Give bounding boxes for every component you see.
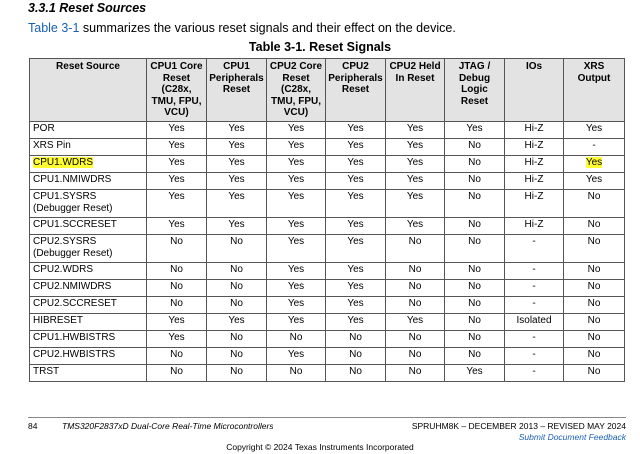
table-cell: Yes (267, 280, 326, 297)
document-title: TMS320F2837xD Dual-Core Real-Time Microcontrollers (62, 421, 274, 431)
table-cell: Hi-Z (505, 122, 564, 139)
table-cell: Yes (207, 190, 267, 218)
table-cell: No (445, 173, 505, 190)
table-cell: Hi-Z (505, 156, 564, 173)
table-cell: No (445, 139, 505, 156)
table-cell: - (505, 348, 564, 365)
table-cell: No (564, 263, 625, 280)
table-cell: No (326, 348, 386, 365)
table-cell: Yes (564, 173, 625, 190)
column-header: CPU1 Peripherals Reset (207, 59, 267, 122)
table-cell: No (147, 263, 207, 280)
table-cell: Yes (207, 156, 267, 173)
table-cell: No (147, 280, 207, 297)
table-cell: Yes (147, 190, 207, 218)
table-cell: No (445, 314, 505, 331)
table-cell: Yes (445, 122, 505, 139)
table-cell: Yes (267, 139, 326, 156)
table-cell: Yes (147, 218, 207, 235)
table-cell: - (505, 263, 564, 280)
table-row (30, 297, 625, 314)
table-cell: - (505, 235, 564, 263)
table-row (30, 173, 625, 190)
table-row (30, 190, 625, 218)
document-id: SPRUHM8K – DECEMBER 2013 – REVISED MAY 2024 (411, 421, 626, 431)
table-cell: No (207, 280, 267, 297)
table-cell: Yes (326, 280, 386, 297)
table-cell: Hi-Z (505, 139, 564, 156)
footer-rule (28, 417, 626, 418)
column-header: Reset Source (30, 59, 147, 122)
table-cell: No (207, 365, 267, 382)
table-cell: Yes (267, 156, 326, 173)
reset-source-cell: CPU1.WDRS (30, 156, 147, 173)
submit-feedback-link[interactable]: Submit Document Feedback (518, 432, 626, 442)
column-header: CPU2 Peripherals Reset (326, 59, 386, 122)
table-cell: Yes (386, 156, 445, 173)
table-row (30, 235, 625, 263)
table-cell: No (445, 190, 505, 218)
reset-source-cell: CPU2.WDRS (30, 263, 147, 280)
table-cell: Yes (386, 314, 445, 331)
table-cell: Hi-Z (505, 218, 564, 235)
table-cell: Yes (445, 365, 505, 382)
reset-source-cell: XRS Pin (30, 139, 147, 156)
table-cell: No (445, 331, 505, 348)
table-row (30, 365, 625, 382)
table-cell: No (564, 314, 625, 331)
table-cell: Yes (386, 139, 445, 156)
table-cell: No (147, 348, 207, 365)
table-cell: Yes (267, 173, 326, 190)
table-cell: Yes (147, 139, 207, 156)
intro-text: summarizes the various reset signals and their effect on the device. (79, 21, 456, 35)
table-cell: No (207, 263, 267, 280)
table-row (30, 263, 625, 280)
table-cell: No (326, 331, 386, 348)
reset-source-cell: CPU2.HWBISTRS (30, 348, 147, 365)
column-header: JTAG / Debug Logic Reset (445, 59, 505, 122)
table-row (30, 314, 625, 331)
table-row (30, 156, 625, 173)
table-caption: Table 3-1. Reset Signals (248, 40, 392, 54)
table-cell: Yes (386, 190, 445, 218)
table-cell: No (564, 297, 625, 314)
table-cell: Yes (564, 122, 625, 139)
table-cell: No (386, 365, 445, 382)
table-cell: Yes (326, 190, 386, 218)
reset-source-cell: CPU1.SYSRS (Debugger Reset) (30, 190, 147, 218)
table-cell: No (147, 365, 207, 382)
table-cell: No (564, 348, 625, 365)
table-link[interactable]: Table 3-1 (28, 21, 80, 35)
table-row (30, 280, 625, 297)
table-cell: No (386, 280, 445, 297)
table-cell: - (505, 297, 564, 314)
table-cell: No (564, 218, 625, 235)
table-cell: Yes (326, 218, 386, 235)
column-header: XRS Output (564, 59, 625, 122)
table-cell: Yes (326, 156, 386, 173)
table-cell: No (564, 365, 625, 382)
reset-source-cell: CPU2.NMIWDRS (30, 280, 147, 297)
table-cell: No (445, 280, 505, 297)
column-header: CPU1 Core Reset (C28x, TMU, FPU, VCU) (147, 59, 207, 122)
column-header: CPU2 Core Reset (C28x, TMU, FPU, VCU) (267, 59, 326, 122)
table-cell: Yes (326, 173, 386, 190)
table-cell: No (147, 235, 207, 263)
table-cell: No (386, 235, 445, 263)
table-cell: No (564, 235, 625, 263)
table-cell: No (207, 235, 267, 263)
table-cell: Yes (386, 173, 445, 190)
page-number: 84 (28, 421, 38, 431)
copyright: Copyright © 2024 Texas Instruments Incorporated (226, 442, 414, 452)
table-cell: Yes (267, 348, 326, 365)
table-cell: Yes (326, 314, 386, 331)
table-row (30, 218, 625, 235)
table-cell: - (505, 331, 564, 348)
table-cell: No (445, 235, 505, 263)
table-cell: Yes (267, 122, 326, 139)
table-cell: No (386, 331, 445, 348)
table-row (30, 139, 625, 156)
table-cell: No (445, 297, 505, 314)
table-cell: No (386, 263, 445, 280)
table-cell: Yes (207, 218, 267, 235)
reset-source-cell: CPU1.NMIWDRS (30, 173, 147, 190)
table-cell: Yes (147, 314, 207, 331)
table-cell: No (147, 297, 207, 314)
table-cell: Yes (267, 235, 326, 263)
table-cell: No (207, 331, 267, 348)
table-cell: No (386, 297, 445, 314)
table-cell: Yes (147, 122, 207, 139)
table-cell: Yes (267, 190, 326, 218)
reset-signals-table (29, 58, 625, 382)
table-cell: No (267, 365, 326, 382)
table-cell: - (564, 139, 625, 156)
table-cell: Yes (326, 122, 386, 139)
table-cell: No (386, 348, 445, 365)
table-cell: Hi-Z (505, 173, 564, 190)
table-cell: Yes (326, 297, 386, 314)
table-cell: Yes (147, 156, 207, 173)
table-cell: Yes (207, 314, 267, 331)
table-cell: Yes (386, 218, 445, 235)
table-cell: Hi-Z (505, 190, 564, 218)
table-cell: Yes (326, 263, 386, 280)
reset-source-cell: CPU1.SCCRESET (30, 218, 147, 235)
column-header: CPU2 Held In Reset (386, 59, 445, 122)
table-cell: No (445, 218, 505, 235)
reset-source-cell: CPU1.HWBISTRS (30, 331, 147, 348)
table-cell: No (564, 190, 625, 218)
table-cell: - (505, 280, 564, 297)
table-cell: No (267, 331, 326, 348)
reset-source-cell: TRST (30, 365, 147, 382)
table-cell: Yes (207, 173, 267, 190)
table-cell: Yes (207, 139, 267, 156)
reset-source-cell: CPU2.SCCRESET (30, 297, 147, 314)
table-row (30, 122, 625, 139)
table-cell: No (326, 365, 386, 382)
table-cell: No (445, 156, 505, 173)
table-cell: Yes (267, 218, 326, 235)
table-cell: Yes (326, 139, 386, 156)
table-cell: Yes (326, 235, 386, 263)
column-header: IOs (505, 59, 564, 122)
table-cell: No (564, 331, 625, 348)
table-cell: Yes (267, 314, 326, 331)
table-cell: No (207, 297, 267, 314)
table-cell: - (505, 365, 564, 382)
table-cell: No (207, 348, 267, 365)
table-cell: Yes (386, 122, 445, 139)
reset-source-cell: HIBRESET (30, 314, 147, 331)
table-cell: No (564, 280, 625, 297)
table-row (30, 348, 625, 365)
reset-source-cell: CPU2.SYSRS (Debugger Reset) (30, 235, 147, 263)
table-row (30, 331, 625, 348)
reset-source-cell: POR (30, 122, 147, 139)
table-cell: Yes (147, 173, 207, 190)
table-cell: Yes (147, 331, 207, 348)
table-cell: Yes (564, 156, 625, 173)
table-cell: No (445, 263, 505, 280)
table-cell: No (445, 348, 505, 365)
table-cell: Yes (267, 297, 326, 314)
section-heading: 3.3.1 Reset Sources (28, 1, 147, 15)
table-cell: Yes (267, 263, 326, 280)
intro-paragraph (28, 21, 456, 35)
table-cell: Isolated (505, 314, 564, 331)
table-cell: Yes (207, 122, 267, 139)
